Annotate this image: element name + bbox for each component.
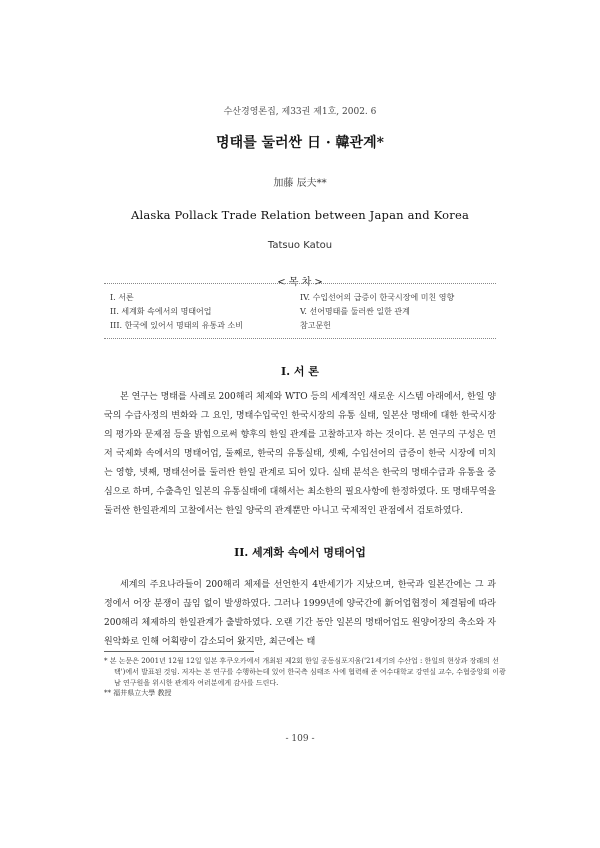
toc-item-3[interactable]: III. 한국에 있어서 명태의 유통과 소비 [110,321,243,330]
toc-item-2[interactable]: II. 세계화 속에서의 명태어업 [110,307,212,316]
english-title: Alaska Pollack Trade Relation between Japan and Korea [130,208,470,222]
table-of-contents [104,283,496,339]
footnote-acknowledgement: * 본 논문은 2001년 12월 12일 일본 후쿠오카에서 개최된 제2회 한일 공동심포지움('21세기의 수산업 : 한일의 현상과 장래의 선택')에서 발표된 것임. 저자는 본 연구를 수행하는데 있어 한국측 심태조 사에 협력해 준 여수대학교 강연실 교수, 수협중앙회 이광남 연구원을 위시한 관계자 여러분에게 감사를 드린다. [104,657,506,687]
english-author: Tatsuo Katou [267,240,333,251]
toc-top-rule [104,283,496,284]
toc-right-column [300,291,454,333]
toc-item-4[interactable]: IV. 수입선어의 급증이 한국시장에 미친 영향 [300,293,455,302]
section-2-body: 세계의 주요나라들이 200해리 체제를 선언한지 4반세기가 지났으며, 한국과 일본간에는 그 과정에서 어장 분쟁이 끊임 없이 발생하였다. 그러나 1999년에 양국간에 新어업협정이 체결됨에 따라 200해리 체제하의 한일관계가 출발하였다. 오랜 기간 동안 일본의 명태어업도 원양어장의 축소와 자원악화로 인해 어획량이 감소되어 왔지만, 최근에는 태 [104,580,496,647]
toc-bottom-rule [104,338,496,339]
toc-item-1[interactable]: I. 서론 [110,293,134,302]
page-number: - 109 - [285,734,315,744]
toc-item-references[interactable]: 참고문헌 [300,321,331,330]
footnote-rule [104,651,254,652]
toc-left-column [110,291,243,333]
toc-heading: < 목 차 > [277,277,323,288]
section-1-body: 본 연구는 명태를 사례로 200해리 체제와 WTO 등의 세계적인 새로운 시스템 아래에서, 한일 양국의 수급사정의 변화와 그 요인, 명태수입국인 한국시장의 유통 실태, 일본산 명태에 대한 한국시장의 평가와 문제점 등을 밝힘으로써 향후의 한일 관계를 고찰하고자 하는 것이다. 본 연구의 구성은 먼저 국제화 속에서의 명태어업, 둘째로, 한국의 유통실태, 셋째, 수입선어의 급증이 한국 시장에 미치는 영향, 넷째, 명태선어를 둘러싼 한일 관계로 되어 있다. 실태 분석은 한국의 명태수급과 유통을 중심으로 하며, 수출측인 일본의 유통실태에 대해서는 최소한의 필요사항에 한정하였다. 또 명태무역을 둘러싼 한일관계의 고찰에서는 한일 양국의 관계뿐만 아니고 국제적인 관점에서 검토하였다. [104,392,496,516]
section-1-heading: I. 서 론 [281,365,319,378]
journal-header: 수산경영론집, 제33권 제1호, 2002. 6 [223,107,377,117]
author-name: 加藤 辰夫** [273,178,327,189]
footnote-affiliation: ** 福井県立大學 教授 [104,689,172,697]
section-2-heading: II. 세계화 속에서 명태어업 [234,546,366,559]
toc-item-5[interactable]: V. 선어명태를 둘러싼 일한 관계 [300,307,410,316]
paper-title: 명태를 둘러싼 日 · 韓관계* [216,135,384,151]
